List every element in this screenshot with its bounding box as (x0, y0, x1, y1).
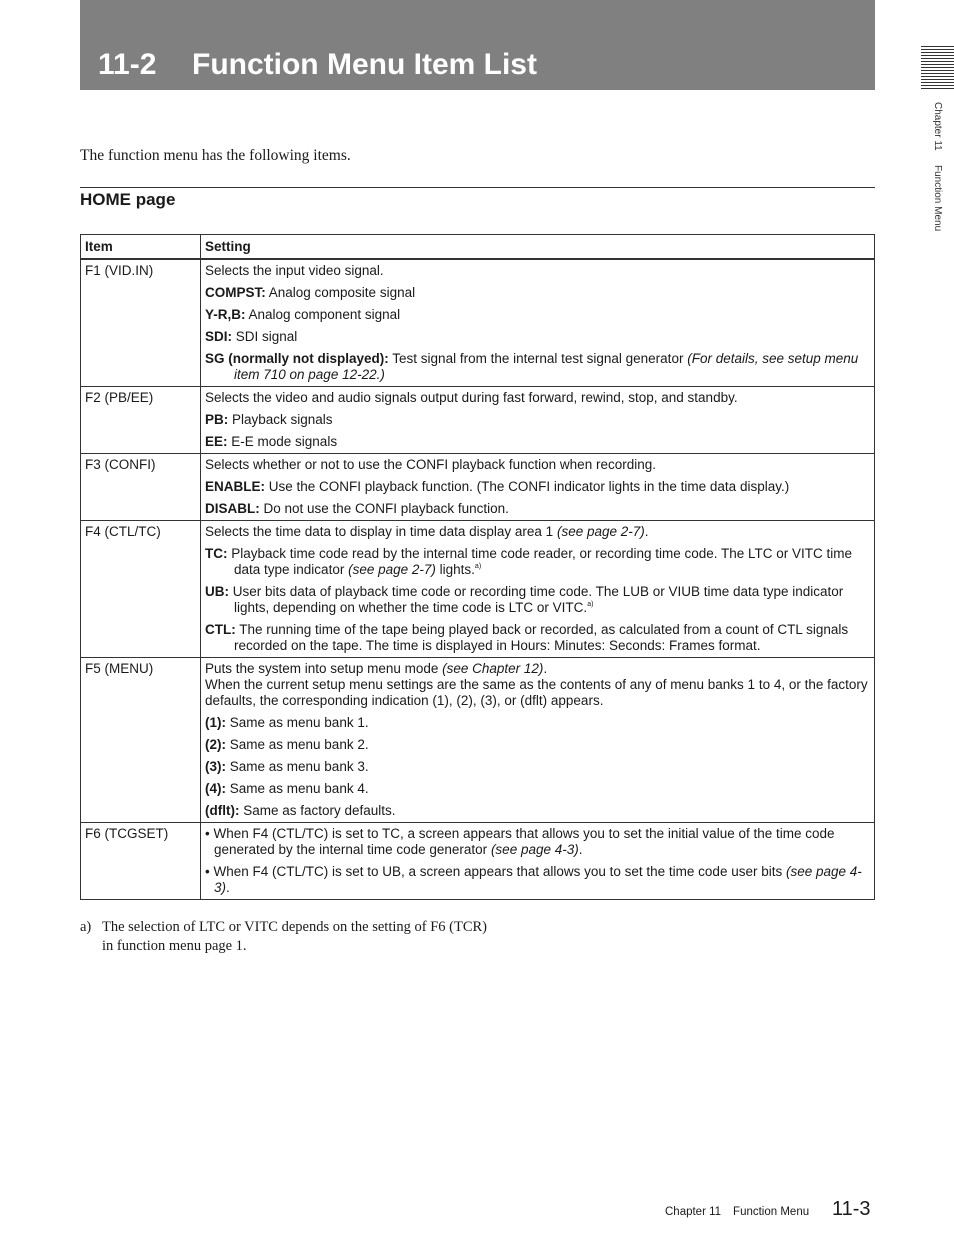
bullet-text: • When F4 (CTL/TC) is set to UB, a screen appears that allows you to set the time code user bits (205, 864, 786, 879)
page-reference: (see page 4-3) (490, 842, 579, 857)
side-chapter-number: Chapter 11 (932, 102, 943, 151)
item-cell: F2 (PB/EE) (81, 387, 201, 454)
bullet-item (205, 826, 870, 858)
section-title-bar (80, 0, 875, 90)
setting-description: Selects whether or not to use the CONFI playback function when recording. (205, 457, 656, 472)
option-label: PB: (205, 412, 229, 427)
option-text: The running time of the tape being played back or recorded, as calculated from a count of CTL signals recorded on the tape. The time is displayed in Hours: Minutes: Seconds: Frames format. (234, 622, 849, 653)
setting-option (205, 803, 870, 819)
option-text: Playback signals (228, 412, 333, 427)
page-title (98, 45, 537, 85)
table-row (81, 259, 875, 387)
bullet-end: . (226, 880, 230, 895)
setting-option (205, 781, 870, 797)
bullet-item (205, 864, 870, 896)
description-end: . (543, 661, 548, 676)
setting-option (205, 479, 870, 495)
setting-description (205, 524, 870, 540)
table-header-row (81, 235, 875, 260)
option-text: Do not use the CONFI playback function. (259, 501, 509, 516)
footer-chapter: Chapter 11 (665, 1206, 722, 1218)
option-label: SDI: (205, 329, 232, 344)
option-text: Use the CONFI playback function. (The CONFI indicator lights in the time data display.) (265, 479, 790, 494)
option-label: EE: (205, 434, 228, 449)
option-label: COMPST: (205, 285, 266, 300)
description-end: . (644, 524, 649, 539)
option-text: Playback time code read by the internal time code reader, or recording time code. The LTC or VITC time data type indicator (227, 546, 853, 577)
page-number: 11-3 (832, 1198, 871, 1220)
page-reference: (see page 2-7) (556, 524, 645, 539)
option-text: Same as menu bank 1. (226, 715, 369, 730)
footnote-text: The selection of LTC or VITC depends on the setting of F6 (TCR) in function menu page 1. (102, 919, 488, 954)
setting-option (205, 285, 870, 301)
footnote-mark: a) (80, 919, 92, 935)
option-text: Analog component signal (245, 307, 401, 322)
function-menu-table (80, 234, 875, 900)
chapter-tab-mark (921, 46, 954, 90)
option-text: User bits data of playback time code or recording time code. The LUB or VIUB time data type indicator lights, depending on whether the time code is LTC or VITC. (229, 584, 844, 615)
setting-description: Selects the video and audio signals output during fast forward, rewind, stop, and standby. (205, 390, 738, 405)
section-divider (80, 187, 875, 188)
footer-chapter-name: Function Menu (733, 1206, 810, 1218)
item-cell: F4 (CTL/TC) (81, 521, 201, 658)
option-label: TC: (205, 546, 228, 561)
table-row (81, 658, 875, 823)
setting-option (205, 412, 870, 428)
option-label: (2): (205, 737, 226, 752)
option-text: SDI signal (232, 329, 298, 344)
section-title: Function Menu Item List (192, 48, 537, 81)
option-label: (3): (205, 759, 226, 774)
option-label: (1): (205, 715, 226, 730)
option-label: ENABLE: (205, 479, 265, 494)
intro-text: The function menu has the following items. (80, 146, 351, 164)
option-label: SG (normally not displayed): (205, 351, 389, 366)
option-text: Same as menu bank 4. (226, 781, 369, 796)
setting-description: Selects the input video signal. (205, 263, 384, 278)
item-cell: F6 (TCGSET) (81, 823, 201, 900)
bullet-text: • When F4 (CTL/TC) is set to TC, a screen appears that allows you to set the initial value of the time code generated by the internal time code generator (205, 826, 835, 857)
footer-chapter-label (665, 1206, 809, 1218)
item-cell: F1 (VID.IN) (81, 259, 201, 387)
page-reference: (see Chapter 12) (442, 661, 544, 676)
footnote (80, 918, 500, 956)
table-row (81, 823, 875, 900)
bullet-end: . (578, 842, 583, 857)
setting-option (205, 434, 870, 450)
footnote-marker: a) (474, 563, 482, 570)
section-heading: HOME page (80, 190, 176, 209)
page-reference: (For details, see setup menu item 710 on page 12-22.) (234, 351, 859, 382)
page-reference: (see page 2-7) (348, 562, 436, 577)
setting-option (205, 546, 870, 578)
option-label: (dflt): (205, 803, 240, 818)
setting-cell (201, 259, 875, 387)
option-text: Test signal from the internal test signal generator (388, 351, 688, 366)
setting-cell (201, 658, 875, 823)
footnote-marker: a) (587, 601, 594, 608)
option-text: Analog composite signal (265, 285, 416, 300)
setting-cell (201, 454, 875, 521)
option-label: (4): (205, 781, 226, 796)
option-label: UB: (205, 584, 229, 599)
description-text: Puts the system into setup menu mode (205, 661, 443, 676)
table-row (81, 521, 875, 658)
setting-option (205, 351, 870, 383)
setting-cell (201, 387, 875, 454)
description-text: Selects the time data to display in time data display area 1 (205, 524, 557, 539)
setting-option (205, 622, 870, 654)
setting-option (205, 307, 870, 323)
item-cell: F5 (MENU) (81, 658, 201, 823)
option-label: DISABL: (205, 501, 260, 516)
column-header-item: Item (81, 235, 201, 260)
option-text-end: lights. (435, 562, 475, 577)
setting-option (205, 329, 870, 345)
setting-cell (201, 823, 875, 900)
option-label: CTL: (205, 622, 236, 637)
setting-option (205, 501, 870, 517)
option-label: Y-R,B: (205, 307, 246, 322)
option-text: Same as menu bank 3. (226, 759, 369, 774)
setting-option (205, 715, 870, 731)
setting-option (205, 737, 870, 753)
column-header-setting: Setting (201, 235, 875, 260)
table-row (81, 454, 875, 521)
setting-option (205, 584, 870, 616)
side-chapter-label (932, 102, 943, 231)
setting-description (205, 661, 870, 709)
table-row (81, 387, 875, 454)
item-cell: F3 (CONFI) (81, 454, 201, 521)
option-text: E-E mode signals (227, 434, 338, 449)
setting-option (205, 759, 870, 775)
page-reference: (see page 4-3) (214, 864, 862, 895)
option-text: Same as factory defaults. (239, 803, 396, 818)
description-detail: When the current setup menu settings are the same as the contents of any of menu banks 1 to 4, or the factory defaults, the corresponding indication (1), (2), (3), or (dflt) appears. (205, 677, 868, 708)
setting-cell (201, 521, 875, 658)
side-chapter-name: Function Menu (932, 164, 943, 231)
option-text: Same as menu bank 2. (226, 737, 369, 752)
section-number: 11-2 (98, 48, 157, 81)
